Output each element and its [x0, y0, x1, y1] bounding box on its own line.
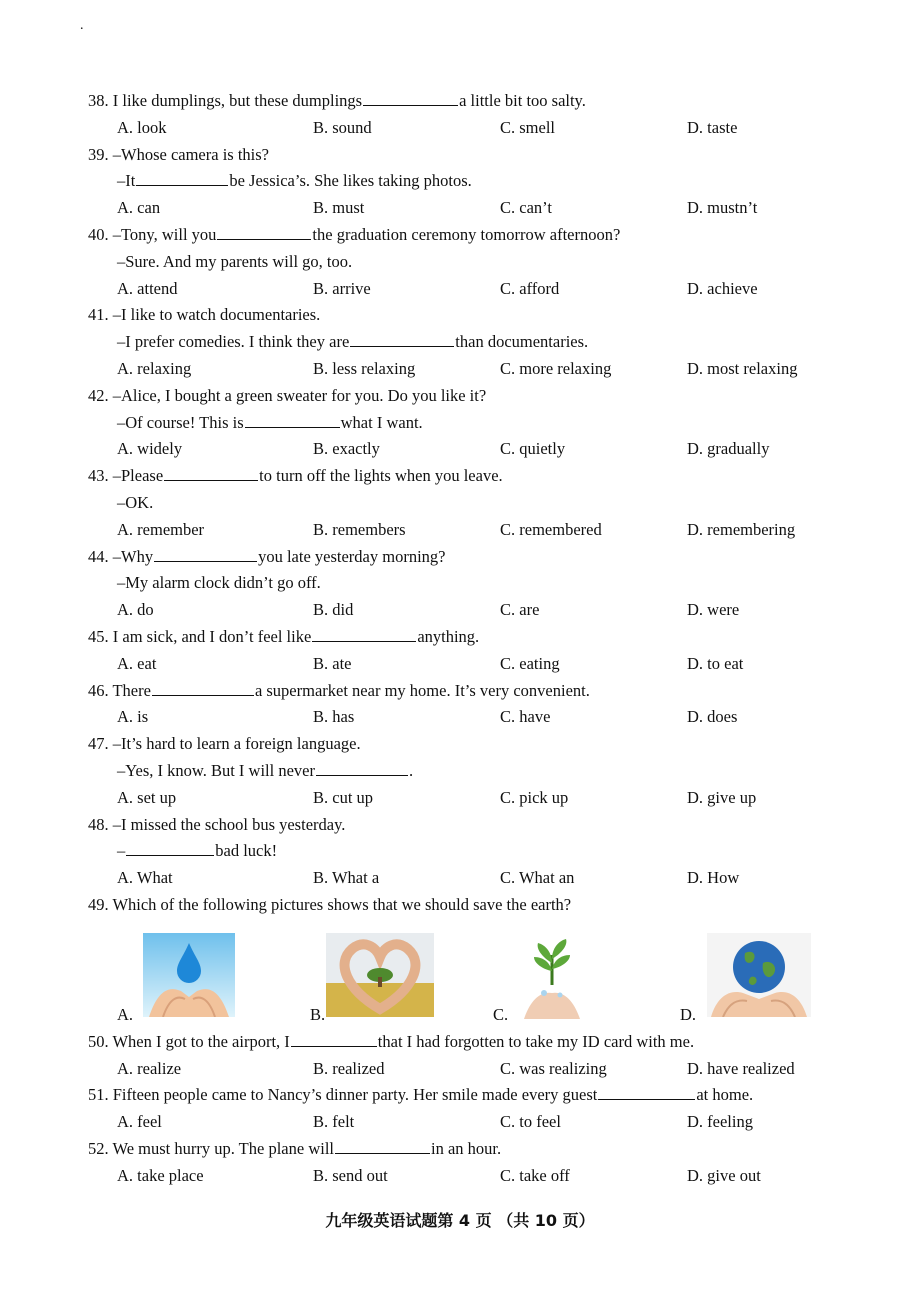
question-text: anything. [417, 626, 480, 646]
option-b[interactable]: B. send out [313, 1165, 388, 1185]
reply-line [88, 838, 848, 865]
option-d[interactable]: D. were [687, 600, 740, 620]
option-d[interactable]: D. have realized [687, 1058, 795, 1078]
answer-blank [136, 168, 228, 186]
option-a[interactable]: A. look [117, 117, 167, 137]
question-text: a little bit too salty. [459, 91, 586, 110]
plant-sprout-hands-icon [520, 935, 584, 1024]
option-a[interactable]: A. is [117, 707, 149, 727]
answer-blank [363, 88, 458, 106]
options-row [88, 651, 848, 678]
question-number: 46. [88, 680, 113, 700]
question-text: to turn off the lights when you leave. [259, 466, 503, 486]
question-text: in an hour. [431, 1138, 502, 1158]
options-row [88, 195, 848, 222]
option-b[interactable]: B. cut up [313, 787, 374, 807]
answer-blank [152, 678, 254, 696]
question-number: 39. [88, 144, 113, 164]
option-d[interactable]: D. does [687, 707, 738, 727]
question-stem [88, 1029, 848, 1056]
question-stem [88, 1082, 848, 1109]
option-c[interactable]: C. afford [500, 278, 560, 298]
options-row [88, 597, 848, 624]
question-number: 44. [88, 546, 113, 566]
corner-mark: . [80, 18, 84, 33]
question-stem [88, 302, 848, 329]
option-c[interactable]: C. smell [500, 117, 556, 137]
option-b[interactable]: B. remembers [313, 519, 406, 539]
option-d[interactable]: D. give up [687, 787, 757, 807]
reply-line: –OK. [117, 492, 154, 512]
question-text: I like dumplings, but these dumplings [112, 91, 363, 110]
option-c[interactable]: C. eating [500, 653, 560, 673]
option-c[interactable]: C. quietly [500, 439, 566, 459]
options-row [88, 436, 848, 463]
reply-line [88, 329, 848, 356]
option-d[interactable]: D. gradually [687, 439, 770, 459]
answer-blank [312, 624, 416, 642]
reply-text: –It [117, 171, 136, 191]
options-row [88, 115, 848, 142]
option-b[interactable]: B. sound [313, 117, 372, 137]
question-number: 40. [88, 224, 113, 244]
reply-text: –Of course! This is [117, 412, 244, 432]
reply-text: – [117, 841, 126, 861]
reply-text: be Jessica’s. She likes taking photos. [229, 171, 472, 191]
question-number: 45. [88, 626, 113, 646]
answer-blank [126, 838, 214, 856]
option-d[interactable]: D. How [687, 868, 740, 888]
option-b[interactable]: B. arrive [313, 278, 371, 298]
question-number: 47. [88, 734, 113, 754]
reply-line: –Sure. And my parents will go, too. [117, 251, 353, 271]
question-text: Which of the following pictures shows that we should save the earth? [112, 894, 572, 914]
question-number: 42. [88, 385, 113, 405]
reply-line [88, 168, 848, 195]
option-a[interactable]: A. do [117, 600, 154, 620]
option-d[interactable]: D. feeling [687, 1112, 753, 1132]
option-c[interactable]: C. remembered [500, 519, 602, 539]
option-d[interactable]: D. mustn’t [687, 198, 758, 218]
question-text: We must hurry up. The plane will [112, 1138, 334, 1158]
question-stem [88, 383, 848, 410]
question-text: –Alice, I bought a green sweater for you. Do you like it? [112, 385, 487, 405]
options-row [88, 356, 848, 383]
question-stem [88, 222, 848, 249]
question-stem [88, 624, 848, 651]
page-footer: 九年级英语试题第 4 页 （共 10 页） [325, 1211, 595, 1230]
reply-text: what I want. [340, 412, 423, 432]
answer-blank [164, 463, 258, 481]
picture-option-label-d[interactable]: D. [680, 1004, 697, 1024]
reply-text: . [409, 760, 414, 780]
answer-blank [350, 329, 454, 347]
option-a[interactable]: A. widely [117, 439, 183, 459]
question-text: –Whose camera is this? [112, 144, 269, 164]
option-b[interactable]: B. What a [313, 868, 380, 888]
answer-blank [245, 410, 340, 428]
question-stem [88, 678, 848, 705]
option-a[interactable]: A. take place [117, 1165, 204, 1185]
question-stem [88, 88, 848, 115]
option-b[interactable]: B. ate [313, 653, 352, 673]
question-text: that I had forgotten to take my ID card with me. [377, 1031, 695, 1051]
answer-blank [154, 544, 257, 562]
question-text: –I like to watch documentaries. [112, 305, 321, 325]
question-text: –Tony, will you [112, 224, 217, 244]
answer-blank [335, 1136, 430, 1154]
question-number: 50. [88, 1031, 113, 1051]
question-stem [88, 1136, 848, 1163]
earth-globe-hands-icon [707, 933, 811, 1022]
option-b[interactable]: B. exactly [313, 439, 380, 459]
question-text: a supermarket near my home. It’s very convenient. [254, 680, 590, 700]
question-text: I am sick, and I don’t feel like [112, 626, 312, 646]
reply-line: –My alarm clock didn’t go off. [117, 573, 321, 593]
answer-blank [598, 1082, 695, 1100]
option-b[interactable]: B. did [313, 600, 354, 620]
option-c[interactable]: C. take off [500, 1165, 570, 1185]
option-a[interactable]: A. set up [117, 787, 177, 807]
question-text: Fifteen people came to Nancy’s dinner party. Her smile made every guest [112, 1085, 598, 1105]
option-a[interactable]: A. attend [117, 278, 178, 298]
option-d[interactable]: D. most relaxing [687, 358, 798, 378]
picture-options-row [88, 919, 848, 1029]
option-a[interactable]: A. eat [117, 653, 157, 673]
question-text: When I got to the airport, I [112, 1031, 290, 1051]
option-c[interactable]: C. was realizing [500, 1058, 607, 1078]
question-stem [88, 731, 848, 758]
option-b[interactable]: B. felt [313, 1112, 355, 1132]
option-d[interactable]: D. remembering [687, 519, 796, 539]
question-text: you late yesterday morning? [258, 546, 446, 566]
answer-blank [316, 758, 408, 776]
answer-blank [291, 1029, 377, 1047]
option-c[interactable]: C. can’t [500, 198, 552, 218]
reply-text: bad luck! [215, 841, 278, 861]
reply-text: than documentaries. [455, 332, 589, 352]
option-b[interactable]: B. has [313, 707, 355, 727]
option-d[interactable]: D. taste [687, 117, 738, 137]
option-d[interactable]: D. achieve [687, 278, 758, 298]
options-row [88, 865, 848, 892]
option-d[interactable]: D. to eat [687, 653, 744, 673]
heart-hands-tree-icon [326, 933, 434, 1022]
options-row [88, 1109, 848, 1136]
options-row [88, 517, 848, 544]
question-text: There [112, 680, 151, 700]
question-list [88, 88, 848, 1189]
question-number: 38. [88, 91, 113, 110]
option-a[interactable]: A. can [117, 198, 161, 218]
question-number: 51. [88, 1085, 113, 1105]
question-text: at home. [696, 1085, 754, 1105]
options-row [88, 1056, 848, 1083]
question-number: 49. [88, 894, 113, 914]
question-text: –I missed the school bus yesterday. [112, 814, 346, 834]
answer-blank [217, 222, 311, 240]
options-row [88, 1163, 848, 1190]
option-c[interactable]: C. have [500, 707, 551, 727]
option-c[interactable]: C. are [500, 600, 540, 620]
options-row [88, 704, 848, 731]
option-c[interactable]: C. more relaxing [500, 358, 612, 378]
reply-line [88, 758, 848, 785]
question-stem [88, 812, 848, 839]
question-text: –Please [112, 466, 164, 486]
option-a[interactable]: A. What [117, 868, 173, 888]
option-a[interactable]: A. remember [117, 519, 205, 539]
option-b[interactable]: B. must [313, 198, 365, 218]
option-c[interactable]: C. pick up [500, 787, 569, 807]
water-drop-hands-icon [143, 933, 235, 1022]
option-d[interactable]: D. give out [687, 1165, 761, 1185]
reply-line [88, 410, 848, 437]
reply-text: –Yes, I know. But I will never [117, 760, 315, 780]
options-row [88, 785, 848, 812]
options-row [88, 276, 848, 303]
picture-option-label-a[interactable]: A. [117, 1004, 134, 1024]
reply-text: –I prefer comedies. I think they are [117, 332, 350, 352]
picture-option-label-c[interactable]: C. [493, 1004, 509, 1024]
option-c[interactable]: C. to feel [500, 1112, 561, 1132]
option-b[interactable]: B. less relaxing [313, 358, 416, 378]
picture-option-label-b[interactable]: B. [310, 1004, 326, 1024]
question-stem [88, 463, 848, 490]
option-a[interactable]: A. relaxing [117, 358, 192, 378]
question-text: –Why [112, 546, 154, 566]
question-number: 41. [88, 305, 113, 325]
option-a[interactable]: A. feel [117, 1112, 162, 1132]
question-text: the graduation ceremony tomorrow afternoon? [312, 224, 621, 244]
question-number: 43. [88, 466, 113, 486]
question-number: 48. [88, 814, 113, 834]
question-stem [88, 892, 848, 919]
option-c[interactable]: C. What an [500, 868, 575, 888]
option-b[interactable]: B. realized [313, 1058, 385, 1078]
question-number: 52. [88, 1138, 113, 1158]
option-a[interactable]: A. realize [117, 1058, 182, 1078]
question-text: –It’s hard to learn a foreign language. [112, 734, 361, 754]
question-stem [88, 142, 848, 169]
question-stem [88, 544, 848, 571]
